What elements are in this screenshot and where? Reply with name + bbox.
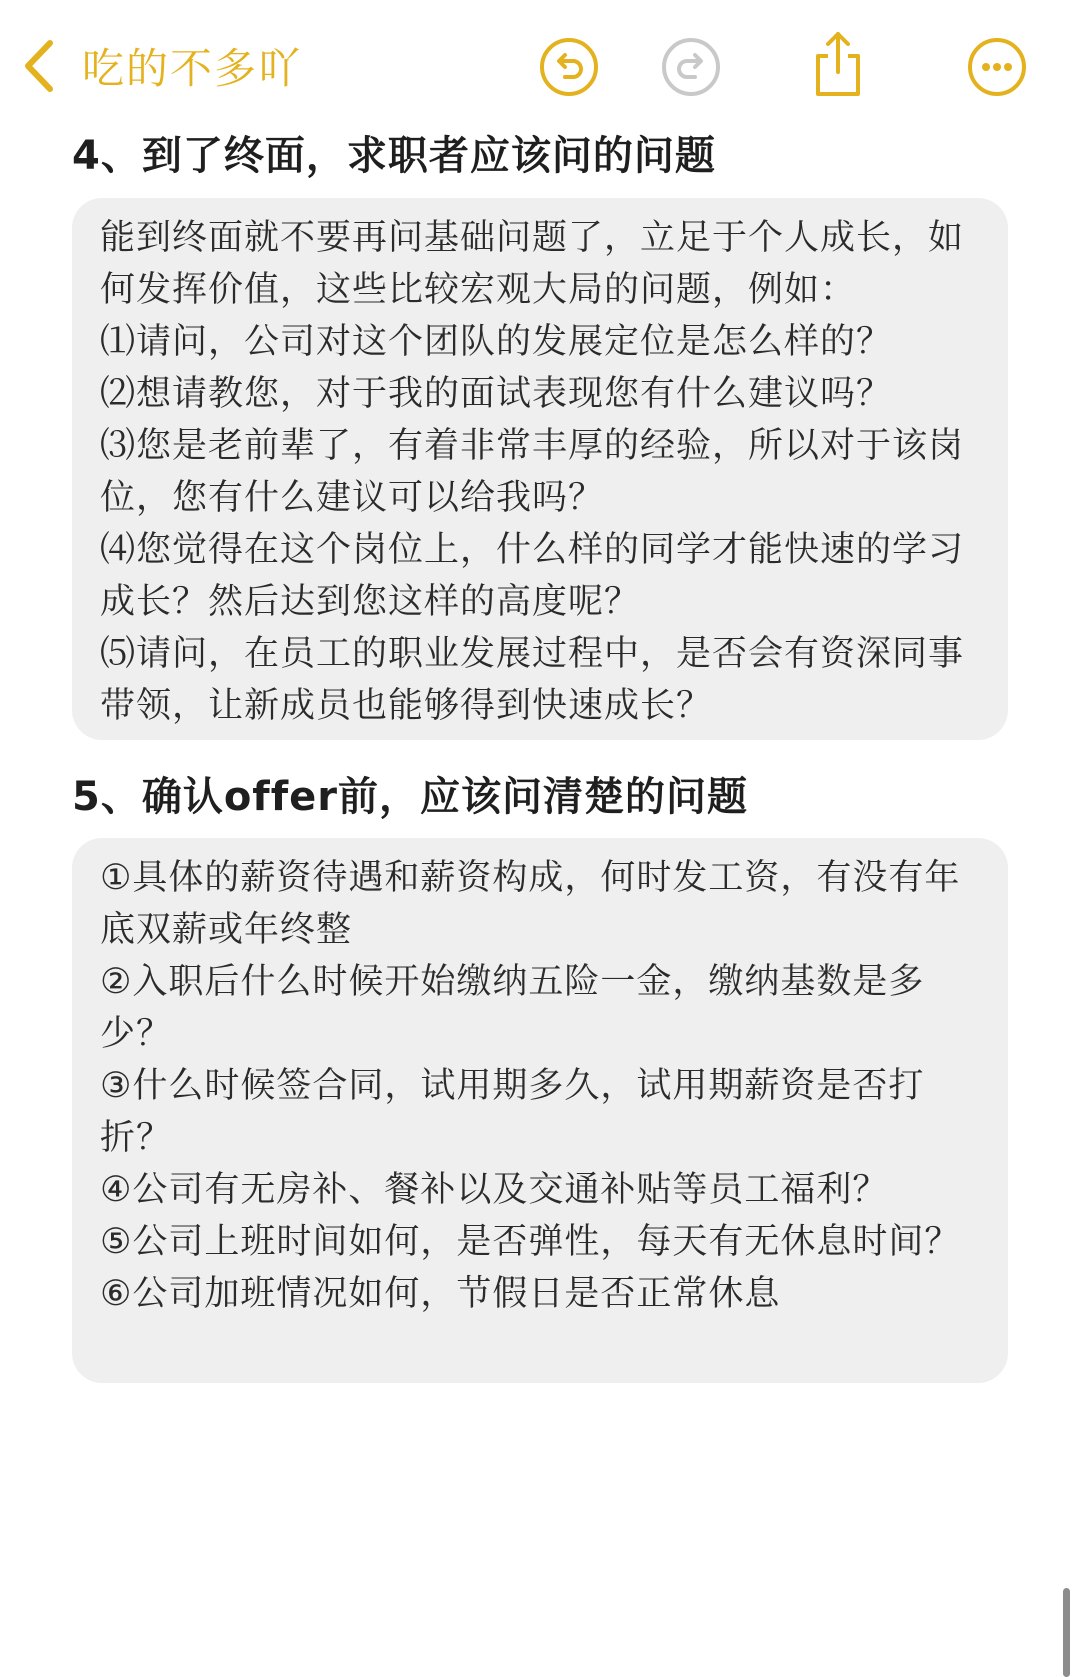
- more-icon[interactable]: [966, 36, 1028, 98]
- chevron-left-icon: [22, 38, 56, 94]
- list-item: ⑷您觉得在这个岗位上，什么样的同学才能快速的学习成长？然后达到您这样的高度呢？: [100, 530, 965, 622]
- section-title: 5、确认offer前，应该问清楚的问题: [72, 774, 748, 820]
- paragraph: 能到终面就不要再问基础问题了，立足于个人成长，如何发挥价值，这些比较宏观大局的问题，例如：: [100, 218, 965, 310]
- undo-icon[interactable]: [538, 36, 600, 98]
- list-item: ③什么时候签合同，试用期多久，试用期薪资是否打折？: [100, 1066, 925, 1158]
- list-item: ①具体的薪资待遇和薪资构成，何时发工资，有没有年底双薪或年终整: [100, 858, 961, 950]
- list-item: ⑶您是老前辈了，有着非常丰厚的经验，所以对于该岗位，您有什么建议可以给我吗？: [100, 426, 965, 518]
- scrollbar[interactable]: [1063, 1588, 1070, 1677]
- section-title: 4、到了终面，求职者应该问的问题: [72, 133, 716, 179]
- list-item: ⑥公司加班情况如何，节假日是否正常休息: [100, 1274, 781, 1314]
- list-item: ⑵想请教您，对于我的面试表现您有什么建议吗？: [100, 374, 893, 414]
- list-item: ②入职后什么时候开始缴纳五险一金，缴纳基数是多少？: [100, 962, 925, 1054]
- list-item: ⑴请问，公司对这个团队的发展定位是怎么样的？: [100, 322, 893, 362]
- back-button[interactable]: [22, 36, 302, 96]
- note-card: [72, 838, 1008, 1383]
- list-item: ⑸请问，在员工的职业发展过程中，是否会有资深同事带领，让新成员也能够得到快速成长？: [100, 634, 965, 726]
- redo-icon[interactable]: [660, 36, 722, 98]
- list-item: ④公司有无房补、餐补以及交通补贴等员工福利？: [100, 1170, 889, 1210]
- share-icon[interactable]: [810, 28, 866, 100]
- navigation-bar: [0, 0, 1080, 120]
- list-item: ⑤公司上班时间如何，是否弹性，每天有无休息时间？: [100, 1222, 961, 1262]
- back-label: 吃的不多吖: [82, 44, 303, 93]
- note-card: [72, 198, 1008, 740]
